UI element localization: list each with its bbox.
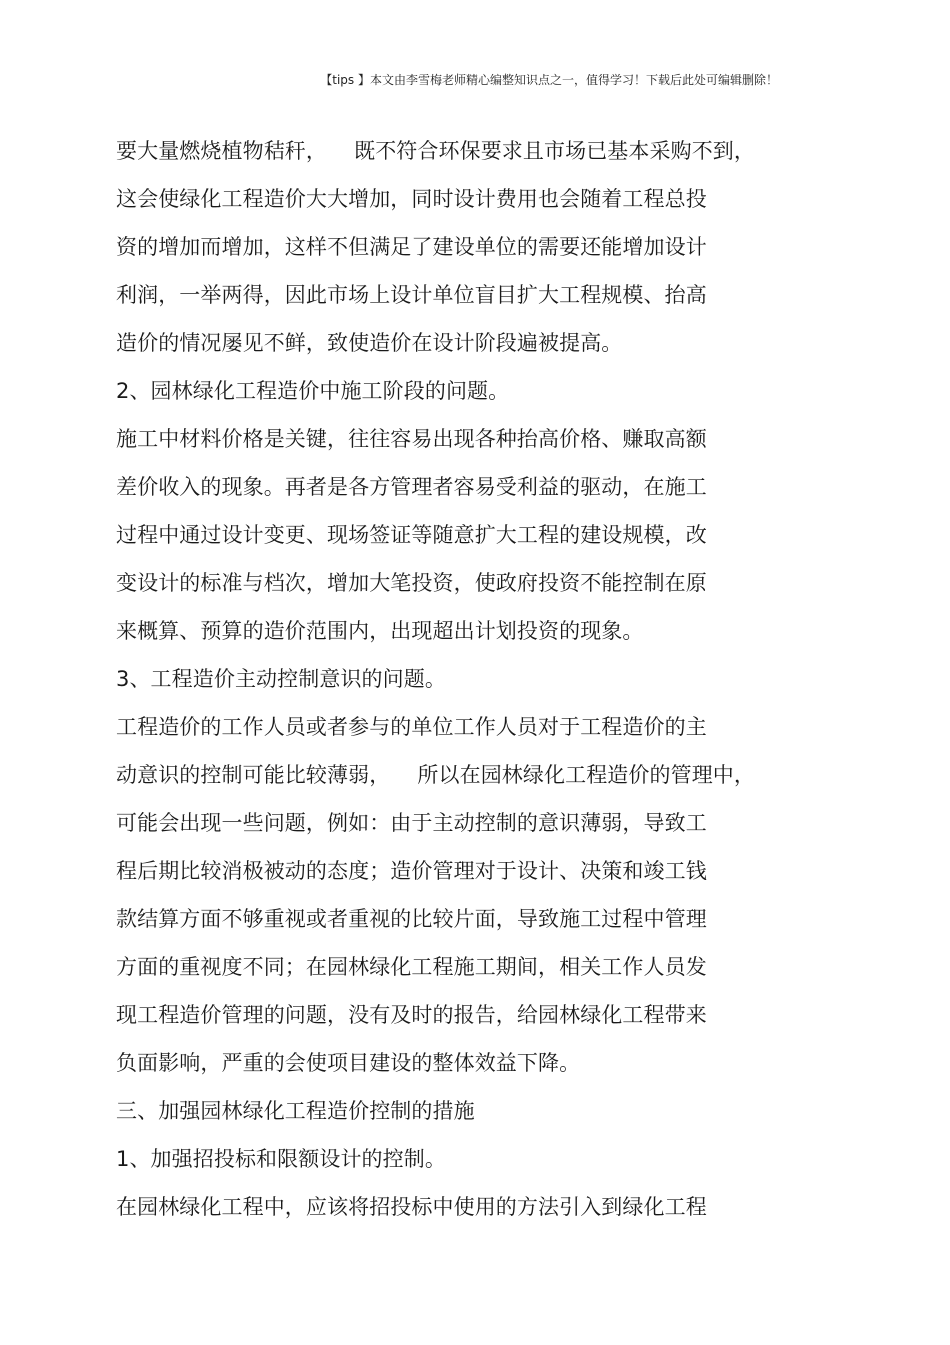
- text-line: 过程中通过设计变更、现场签证等随意扩大工程的建设规模，改: [116, 523, 707, 547]
- text-line: 资的增加而增加，这样不但满足了建设单位的需要还能增加设计: [116, 235, 707, 259]
- text-line: 在园林绿化工程中，应该将招投标中使用的方法引入到绿化工程: [116, 1195, 707, 1219]
- text-line: 利润，一举两得，因此市场上设计单位盲目扩大工程规模、抬高: [116, 283, 707, 307]
- text-line: 造价的情况屡见不鲜，致使造价在设计阶段遍被提高。: [116, 331, 623, 355]
- text-line: 现工程造价管理的问题，没有及时的报告，给园林绿化工程带来: [116, 1003, 707, 1027]
- section-heading: 3、工程造价主动控制意识的问题。: [116, 667, 446, 691]
- text-line: 款结算方面不够重视或者重视的比较片面，导致施工过程中管理: [116, 907, 707, 931]
- text-line: 这会使绿化工程造价大大增加，同时设计费用也会随着工程总投: [116, 187, 707, 211]
- section-heading: 1、加强招投标和限额设计的控制。: [116, 1147, 446, 1171]
- text-line: 程后期比较消极被动的态度；造价管理对于设计、决策和竣工钱: [116, 859, 707, 883]
- section-heading: 2、园林绿化工程造价中施工阶段的问题。: [116, 379, 510, 403]
- text-line: 可能会出现一些问题，例如：由于主动控制的意识薄弱，导致工: [116, 811, 707, 835]
- document-body: [116, 127, 816, 1231]
- text-line: 负面影响，严重的会使项目建设的整体效益下降。: [116, 1051, 581, 1075]
- text-line: 差价收入的现象。再者是各方管理者容易受利益的驱动，在施工: [116, 475, 707, 499]
- text-line: 工程造价的工作人员或者参与的单位工作人员对于工程造价的主: [116, 715, 707, 739]
- text-line: 动意识的控制可能比较薄弱， 所以在园林绿化工程造价的管理中，: [116, 763, 755, 787]
- text-line: 施工中材料价格是关键，往往容易出现各种抬高价格、赚取高额: [116, 427, 707, 451]
- text-line: 来概算、预算的造价范围内，出现超出计划投资的现象。: [116, 619, 644, 643]
- chapter-heading: 三、加强园林绿化工程造价控制的措施: [116, 1099, 475, 1123]
- text-line: 方面的重视度不同；在园林绿化工程施工期间，相关工作人员发: [116, 955, 707, 979]
- text-line: 变设计的标准与档次，增加大笔投资，使政府投资不能控制在原: [116, 571, 707, 595]
- text-line: 要大量燃烧植物秸秆， 既不符合环保要求且市场已基本采购不到，: [116, 139, 755, 163]
- header-tips: 【tips 】本文由李雪梅老师精心编整知识点之一，值得学习！下载后此处可编辑删除！: [320, 73, 778, 87]
